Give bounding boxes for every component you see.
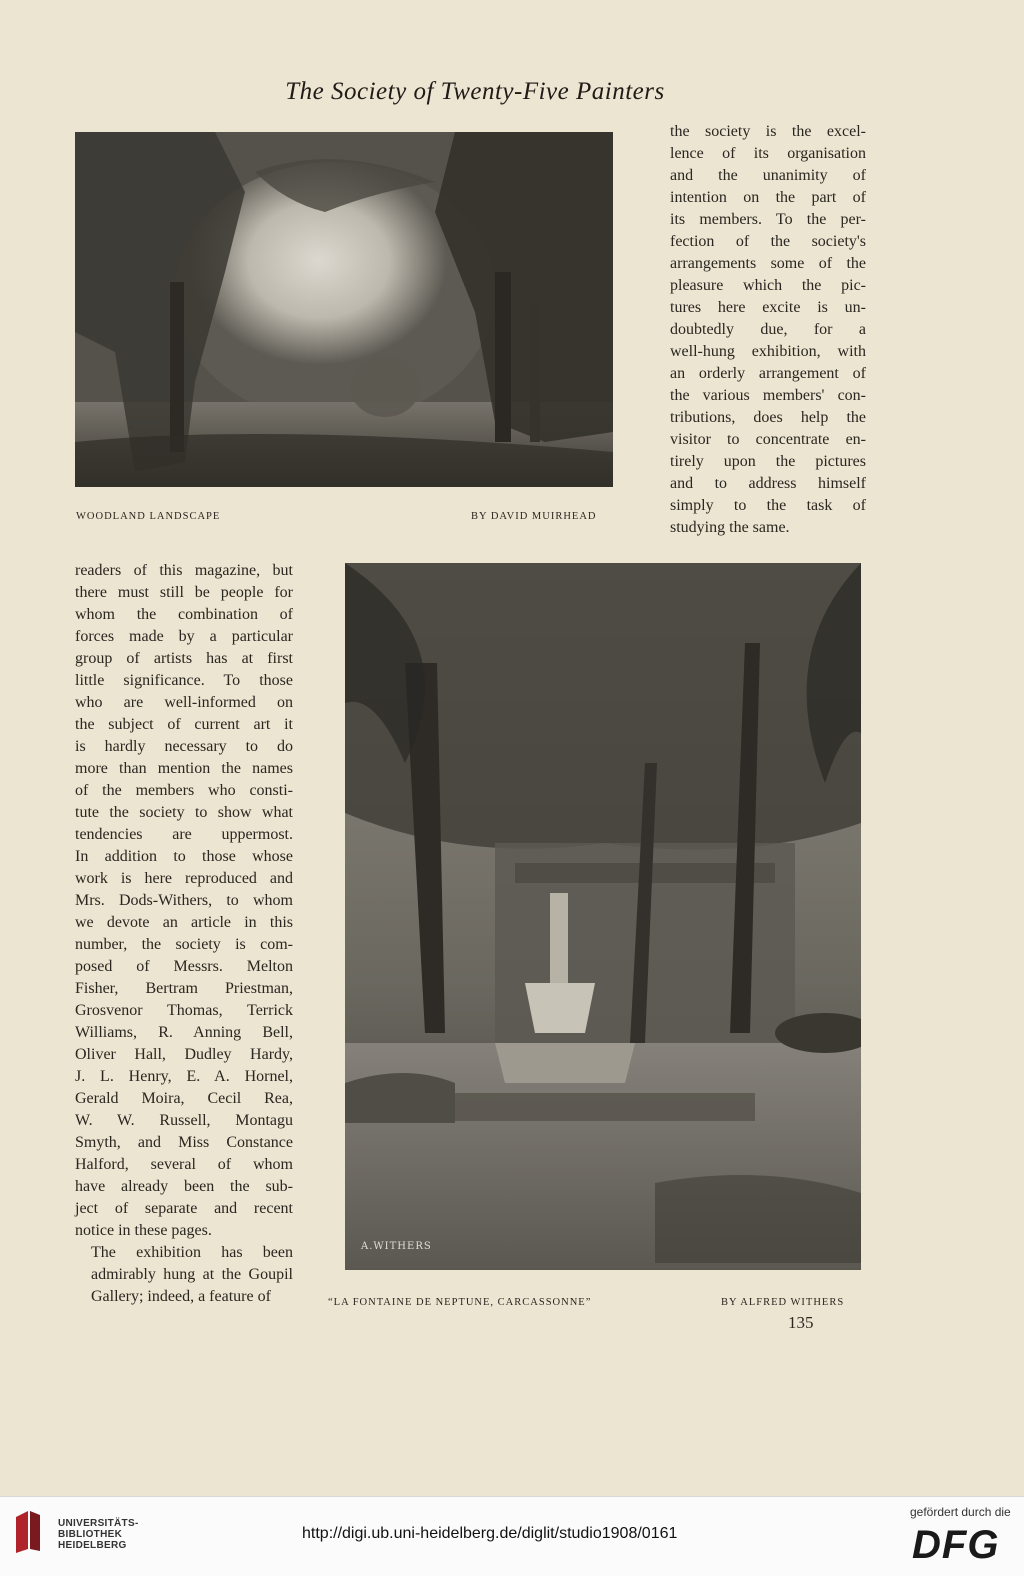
left-para1-line: is hardly necessary to do: [75, 738, 293, 755]
left-para1-line: Grosvenor Thomas, Terrick: [75, 1002, 293, 1019]
left-para1-line: who are well-informed on: [75, 694, 293, 711]
footer-url-link[interactable]: http://digi.ub.uni-heidelberg.de/diglit/studio1908/0161: [302, 1525, 678, 1542]
plate-woodland-landscape: [75, 132, 613, 487]
left-paragraph-1: [75, 560, 293, 1242]
footer-institution: [58, 1518, 139, 1551]
left-para1-line: work is here reproduced and: [75, 870, 293, 887]
footer-bar: [0, 1496, 1024, 1576]
right-column-line: pleasure which the pic-: [670, 277, 866, 294]
left-para1-line: readers of this magazine, but: [75, 562, 293, 579]
right-column-line: the society is the excel-: [670, 123, 866, 140]
right-column-line: an orderly arrangement of: [670, 365, 866, 382]
right-column-line: well-hung exhibition, with: [670, 343, 866, 360]
fontaine-de-neptune-image: [345, 563, 861, 1270]
woodland-landscape-image: [75, 132, 613, 487]
institution-line-1: UNIVERSITÄTS-: [58, 1518, 139, 1529]
right-column-line: its members. To the per-: [670, 211, 866, 228]
left-para1-line: of the members who consti-: [75, 782, 293, 799]
article-right-column: [670, 121, 866, 539]
left-para1-line: more than mention the names: [75, 760, 293, 777]
right-column-line: studying the same.: [670, 519, 790, 536]
left-para2-line: admirably hung at the Goupil: [91, 1266, 293, 1283]
right-column-line: lence of its organisation: [670, 145, 866, 162]
left-para1-line: group of artists has at first: [75, 650, 293, 667]
right-column-line: intention on the part of: [670, 189, 866, 206]
dfg-logo: DFG: [912, 1523, 1000, 1567]
right-column-line: arrangements some of the: [670, 255, 866, 272]
left-para1-line: Gerald Moira, Cecil Rea,: [75, 1090, 293, 1107]
left-para1-line: notice in these pages.: [75, 1222, 212, 1239]
right-column-line: fection of the society's: [670, 233, 866, 250]
left-para1-line: W. W. Russell, Montagu: [75, 1112, 293, 1129]
left-para1-line: Fisher, Bertram Priestman,: [75, 980, 293, 997]
caption-artist-withers: BY ALFRED WITHERS: [721, 1297, 845, 1308]
left-para1-line: Halford, several of whom: [75, 1156, 293, 1173]
left-para1-line: there must still be people for: [75, 584, 293, 601]
left-para2-line: Gallery; indeed, a feature of: [91, 1288, 271, 1305]
university-library-logo-icon: [14, 1509, 42, 1555]
left-para1-line: tendencies are uppermost.: [75, 826, 293, 843]
left-para1-line: forces made by a particular: [75, 628, 293, 645]
right-column-line: and to address himself: [670, 475, 866, 492]
left-para1-line: Smyth, and Miss Constance: [75, 1134, 293, 1151]
left-para1-line: we devote an article in this: [75, 914, 293, 931]
left-para1-line: posed of Messrs. Melton: [75, 958, 293, 975]
right-column-line: tributions, does help the: [670, 409, 866, 426]
institution-line-3: HEIDELBERG: [58, 1540, 127, 1551]
left-para2-line: The exhibition has been: [91, 1244, 293, 1261]
left-para1-line: number, the society is com-: [75, 936, 293, 953]
footer-funder-label: gefördert durch die: [910, 1505, 1011, 1519]
institution-line-2: BIBLIOTHEK: [58, 1529, 123, 1540]
right-column-line: tures here excite is un-: [670, 299, 866, 316]
left-para1-line: tute the society to show what: [75, 804, 293, 821]
left-para1-line: whom the combination of: [75, 606, 293, 623]
page-number: 135: [788, 1313, 814, 1332]
left-para1-line: the subject of current art it: [75, 716, 293, 733]
caption-title-fontaine: “LA FONTAINE DE NEPTUNE, CARCASSONNE”: [328, 1297, 592, 1308]
article-left-column: [75, 560, 293, 1308]
left-para1-line: ject of separate and recent: [75, 1200, 293, 1217]
left-para1-line: Williams, R. Anning Bell,: [75, 1024, 293, 1041]
right-column-line: the various members' con-: [670, 387, 866, 404]
left-para1-line: Mrs. Dods-Withers, to whom: [75, 892, 293, 909]
painting-signature: A.WITHERS: [361, 1241, 432, 1252]
left-para1-line: Oliver Hall, Dudley Hardy,: [75, 1046, 293, 1063]
plate-fontaine-de-neptune: [345, 563, 861, 1270]
left-para1-line: J. L. Henry, E. A. Hornel,: [75, 1068, 293, 1085]
caption-artist-muirhead: BY DAVID MUIRHEAD: [471, 511, 597, 522]
left-para1-line: have already been the sub-: [75, 1178, 293, 1195]
right-column-line: and the unanimity of: [670, 167, 866, 184]
left-paragraph-2: [75, 1242, 293, 1308]
caption-title-woodland: WOODLAND LANDSCAPE: [76, 511, 221, 522]
right-column-line: simply to the task of: [670, 497, 866, 514]
right-column-line: visitor to concentrate en-: [670, 431, 866, 448]
left-para1-line: In addition to those whose: [75, 848, 293, 865]
right-column-line: doubtedly due, for a: [670, 321, 866, 338]
page-title: The Society of Twenty-Five Painters: [285, 78, 665, 105]
right-column-line: tirely upon the pictures: [670, 453, 866, 470]
left-para1-line: little significance. To those: [75, 672, 293, 689]
